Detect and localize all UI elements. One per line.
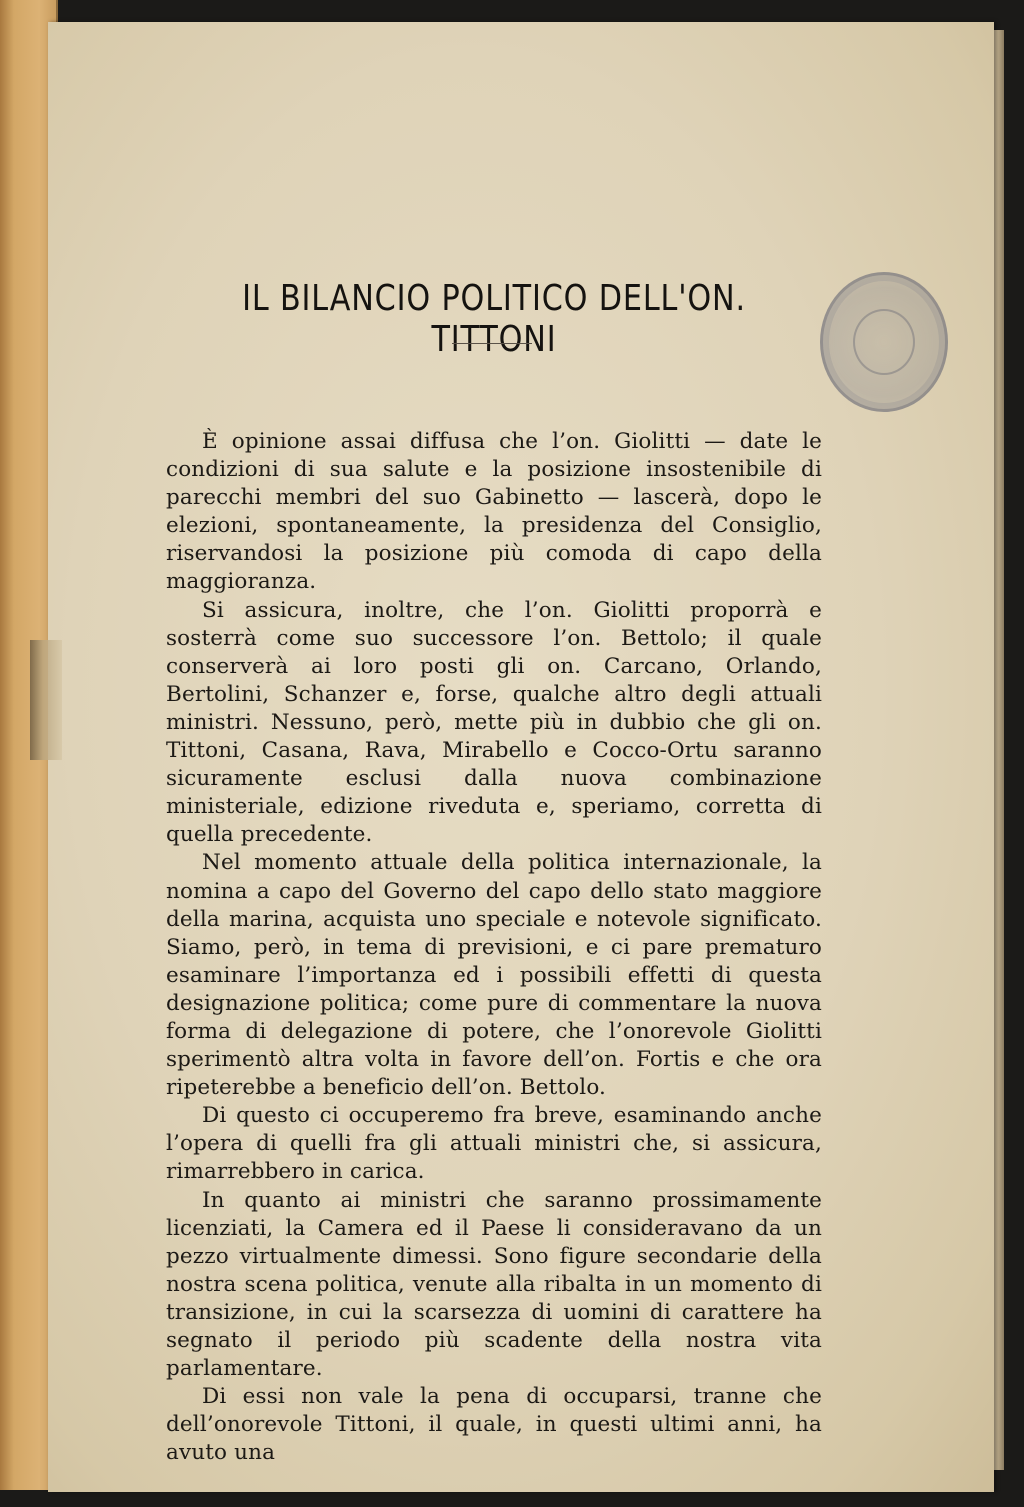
paragraph: Di essi non vale la pena di occuparsi, tranne che dell’onorevole Tittoni, il quale, in questi ultimi anni, ha avuto una	[166, 1384, 822, 1466]
title-rule	[452, 343, 532, 344]
paragraph: Nel momento attuale della politica internazionale, la nomina a capo del Governo del capo dello stato maggiore della marina, acquista uno speciale e notevole significato. Siamo, però, in tema di previsioni, e ci pare prematuro esaminare l’importanza ed i possibili effetti di questa designazione politica; come pure di commentare la nuova forma di delegazione di potere, che l’onorevole Giolitti sperimentò altra volta in favore dell’on. Fortis e che ora ripeterebbe a beneficio dell’on. Bettolo.	[166, 850, 822, 1101]
library-stamp	[820, 272, 948, 412]
gutter-fold	[30, 640, 62, 760]
article-body	[166, 428, 822, 1467]
paragraph: Di questo ci occuperemo fra breve, esaminando anche l’opera di quelli fra gli attuali ministri che, si assicura, rimarrebbero in carica.	[166, 1103, 822, 1185]
paragraph: È opinione assai diffusa che l’on. Giolitti — date le condizioni di sua salute e la posizione insostenibile di parecchi membri del suo Gabinetto — lascerà, dopo le elezioni, spontaneamente, la presidenza del Consiglio, riservandosi la posizione più comoda di capo della maggioranza.	[166, 429, 822, 595]
article-title: IL BILANCIO POLITICO DELL'ON. TITTONI	[242, 278, 746, 360]
paragraph: Si assicura, inoltre, che l’on. Giolitti proporrà e sosterrà come suo successore l’on. Bettolo; il quale conserverà ai loro posti gli on. Carcano, Orlando, Bertolini, Schanzer e, forse, qualche altro degli attuali ministri. Nessuno, però, mette più in dubbio che gli on. Tittoni, Casana, Rava, Mirabello e Cocco-Ortu saranno sicuramente esclusi dalla nuova combinazione ministeriale, edizione riveduta e, speriamo, corretta di quella precedente.	[166, 597, 822, 848]
paragraph: In quanto ai ministri che saranno prossimamente licenziati, la Camera ed il Paese li consideravano da un pezzo virtualmente dimessi. Sono figure secondarie della nostra scena politica, venute alla ribalta in un momento di transizione, in cui la scarsezza di uomini di carattere ha segnato il periodo più scadente della nostra vita parlamentare.	[166, 1187, 822, 1382]
